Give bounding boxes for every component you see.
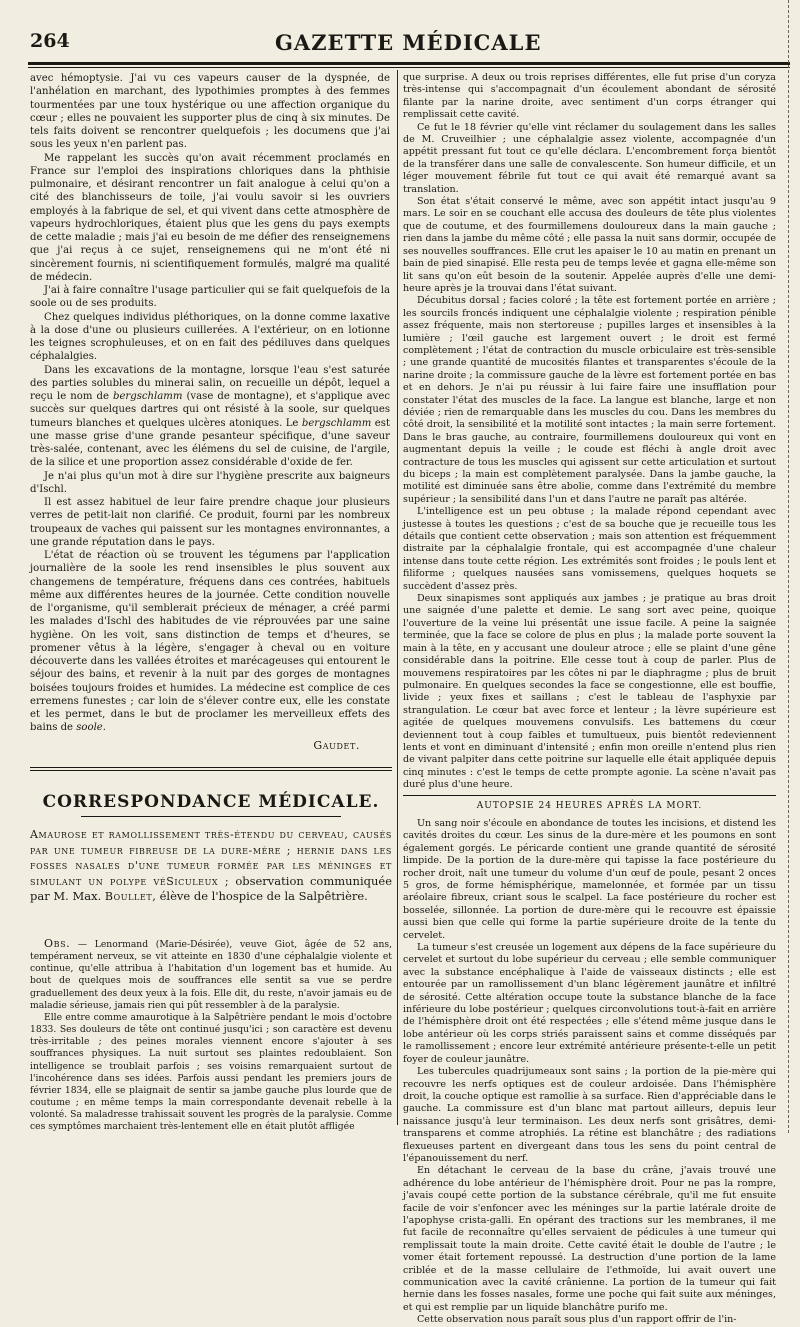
text-run: est une masse grise d'une grande pesanteur spécifique, d'une saveur très-salée, contenant, avec les élémens du sel de cuisine, de l'argile, de la silice et une proportion assez considérable d'oxide de fer.: [30, 417, 390, 469]
text-run: — Lenormand (Marie-Désirée), veuve Giot, âgée de 52 ans, tempérament nerveux, se vit atteinte en 1830 d'une céphalalgie violente et continue, qu'elle attribua à l'habitation d'un logement bas et humide. Au bout de quelques mois de souffrances elle sentit sa vue se perdre graduellement des deux yeux à la fois. Elle dit, du reste, n'avoir jamais eu de maladie sérieuse, jamais rien qui pût ressembler à de la paralysie.: [30, 939, 392, 1011]
page-edge: [788, 0, 790, 1133]
section-rule: [30, 767, 392, 768]
article-subhead: [30, 827, 392, 905]
subhead-author: Boullet: [104, 890, 153, 903]
paragraph: Chez quelques individus pléthoriques, on la donne comme laxative à la dose d'une ou plusieurs cuillerées. A l'extérieur, on en lotionne les teignes scrophuleuses, et on en fait des pédiluves dans quelques céphalalgies.: [30, 311, 390, 363]
section-rule: [30, 770, 392, 771]
header-rule: [28, 62, 790, 65]
page-number: 264: [30, 30, 70, 52]
paragraph: Cette observation nous paraît sous plus d'un rapport offrir de l'in-: [417, 1314, 737, 1326]
autopsie-heading: AUTOPSIE 24 HEURES APRÈS LA MORT.: [476, 800, 703, 811]
correspondance-section: [30, 792, 392, 905]
paragraph: avec hémoptysie. J'ai vu ces vapeurs causer de la dyspnée, de l'anhélation en marchant, des lypothimies promptes à des femmes tourmentées par une toux hystérique ou une affection organique du cœur ; elles ne pouvaient les supporter plus de cinq à six minutes. De tels faits doivent se rencontrer quelquefois ; les documens que j'ai sous les yeux n'en parlent pas.: [30, 73, 390, 151]
paragraph: Son état s'était conservé le même, avec son appétit intact jusqu'au 9 mars. Le soir en se couchant elle accusa des douleurs de tête plus violentes que de coutume, et des fourmillemens douloureux dans la main gauche ; rien dans la jambe du même côté ; elle passa la nuit sans dormir, occupée de ses nouvelles souffrances. Elle crut les apaiser le 10 au matin en prenant un bain de pied sinapisé. Elle resta peu de temps levée et gagna elle-même son lit sans qu'on eût besoin de la soutenir. Appelée auprès d'elle une demi-heure après je la trouvai dans l'état suivant.: [403, 196, 776, 294]
paragraph: que surprise. A deux ou trois reprises différentes, elle fut prise d'un coryza très-intense qui s'accompagnait d'un écoulement abondant de sérosité filante par la narine droite, avec sentiment d'un corps étranger qui remplissait cette cavité.: [403, 72, 776, 121]
right-column: [403, 72, 776, 1327]
header-rule-thin: [28, 67, 790, 68]
author-signature: Gaudet.: [313, 738, 360, 752]
paragraph: Me rappelant les succès qu'on avait récemment proclamés en France sur l'emploi des inspirations chloriques dans la phthisie pulmonaire, et désirant rencontrer un fait analogue à celui qu'on a cité des blanchisseurs de toile, j'ai voulu savoir si les ouvriers employés à la fabrique de sel, et qui vivent dans cette atmosphère de vapeurs hydrochloriques, étaient plus que les gens du pays exempts de cette maladie ; mais j'ai eu besoin de me défier des renseignemens que j'ai reçus à ce sujet, renseignemens qui ne m'ont été ni sincèrement fournis, ni scientifiquement formulés, malgré ma qualité de médecin.: [30, 152, 390, 283]
paragraph: [30, 364, 390, 470]
subhead-text: observation communiquée par M. Max.: [30, 873, 393, 903]
obs-label: Obs.: [44, 937, 71, 950]
text-run: L'état de réaction où se trouvent les tégumens par l'application journalière de la soole les rend insensibles le plus souvent aux changemens de température, fréquens dans ces contrées, habituels même aux différentes heures de la journée. Cette condition nouvelle de l'organisme, qu'il semblerait précieux de ménager, a créé parmi les malades d'Ischl des habitudes de vie réprouvées par une saine hygiène. On les voit, sans distinction de temps et d'heures, se promener vêtus à la légère, s'engager à cheval ou en voiture découverte dans les vallées étroites et marécageuses qui entourent le séjour des bains, et revenir à la nuit par des gorges de montagnes boisées toujours froides et humides. La médecine est complice de ces erremens funestes ; car loin de s'élever contre eux, elle les constate et les permet, dans le but de proclamer les merveilleux effets des bains de: [30, 550, 390, 734]
italic-term: bergschlamm: [301, 417, 372, 429]
paragraph: Il est assez habituel de leur faire prendre chaque jour plusieurs verres de petit-lait non clarifié. Ce produit, fourni par les nombreux troupeaux de vaches qui paissent sur les montagnes environnantes, a une grande réputation dans le pays.: [30, 497, 390, 548]
subhead-text: , élève de l'hospice de la Salpêtrière.: [152, 889, 368, 903]
paragraph: J'ai à faire connaître l'usage particulier qui se fait quelquefois de la soole ou de ses produits.: [30, 285, 390, 310]
text-run: (vase de montagne), et s'applique avec succès sur quelques dartres qui ont résisté à la soole, sur quelques tumeurs blanches et quelques ulcères atoniques. Le: [30, 391, 391, 429]
paragraph: Décubitus dorsal ; facies coloré ; la tête est fortement portée en arrière ; les sourcils froncés indiquent une céphalalgie violente ; respiration pénible assez fréquente, mais non stertoreuse ; pupilles larges et insensibles à la lumière ; l'œil gauche est largement ouvert ; le droit est fermé complètement ; l'état de contraction du muscle orbiculaire est très-sensible ; une grande quantité de mucosités filantes et transparentes s'écoule de la narine droite ; la commissure gauche de la lèvre est fortement portée en bas et en dehors. Je n'ai pu réussir à lui faire faire une insufflation pour constater l'état des muscles de la face. La langue est blanche, large et non déviée ; rien de remarquable dans les muscles du cou. Dans les membres du côté droit, la sensibilité et la motilité sont intactes ; la main serre fortement. Dans le bras gauche, au contraire, fourmillemens douloureux qui vont en augmentant depuis la veille ; le coude est fléchi à angle droit avec contracture de tous les muscles qui agissent sur cette articulation et surtout du biceps ; la main est complètement paralysée. Dans la jambe gauche, la motilité est diminuée sans être abolie, comme dans l'extrémité du membre supérieur ; la sensibilité dans l'un et dans l'autre ne paraît pas altérée.: [403, 295, 776, 505]
paragraph: Elle entre comme amaurotique à la Salpêtrière pendant le mois d'octobre 1833. Ses douleurs de tête ont continué jusqu'ici ; son caractère est devenu très-irritable ; des peines morales viennent encore s'ajouter à ses souffrances physiques. La nuit surtout ses plaintes redoublaient. Son intelligence se troublait parfois ; ses voisins remarquaient surtout de l'incohérence dans ses idées. Parfois aussi pendant les premiers jours de février 1834, elle se plaignait de sentir sa jambe gauche plus lourde que de coutume ; en même temps la main correspondante devenait rebelle à la volonté. Sa maladresse trahissait souvent les progrès de la paralysie. Comme ces symptômes marchaient très-lentement elle en était plutôt affligée: [30, 1011, 392, 1133]
page-title: GAZETTE MÉDICALE: [275, 30, 542, 55]
italic-term: soole: [76, 722, 103, 734]
text-run: Dans les excavations de la montagne, lorsque l'eau s'est saturée des parties solubles du minerai salin, on recueille un dépôt, lequel a reçu le nom de: [30, 364, 390, 402]
italic-term: bergschlamm: [112, 391, 183, 402]
separator-rule: [403, 795, 776, 796]
paragraph: En détachant le cerveau de la base du crâne, j'avais trouvé une adhérence du lobe antérieur de l'hémisphère droit. Pour ne pas la rompre, j'avais coupé cette portion de la substance cérébrale, qu'il me fut ensuite facile de voir s'enfoncer avec les méninges sur la partie latérale droite de l'apophyse crista-galli. En opérant des tractions sur les membranes, il me fut facile de reconnaître qu'elles servaient de pédicules à une tumeur qui remplissait toute la main droite. Cette cavité était le double de l'autre ; le vomer était fortement repoussé. La destruction d'une portion de la lame criblée et de la masse cellulaire de l'ethmoïde, lui avait ouvert une communication avec la cavité crânienne. La portion de la tumeur qui fait hernie dans les fosses nasales, forme une poche qui fait suite aux méninges, et qui est remplie par un liquide blanchâtre purifo me.: [403, 1165, 776, 1313]
column-divider: [397, 70, 398, 1125]
paragraph: La tumeur s'est creusée un logement aux dépens de la face supérieure du cervelet et surtout du lobe supérieur du cerveau ; elle semble communiquer avec la substance encéphalique à l'aide de vaisseaux distincts ; elle est entourée par un ramollissement d'un blanc légèrement jaunâtre et infiltré de sérosité. Cette altération occupe toute la substance blanche de la face inférieure du lobe postérieur ; quelques circonvolutions tout-à-fait en arrière de l'hémisphère droit ont été respectées ; elle s'étend même jusque dans le lobe antérieur où les corps striés paraissent sains et comme disséqués par le ramollissement ; encore leur extrémité antérieure présente-t-elle un petit foyer de couleur jaunâtre.: [403, 942, 776, 1065]
subhead-caps: Amaurose et ramollissement très-étendu du cerveau, causés par une tumeur fibreuse de la dure-mère ; hernie dans les fosses nasales d'une tumeur formée par les méninges et simulant un polype véSiculeux ;: [30, 828, 392, 888]
paragraph: Ce fut le 18 février qu'elle vint réclamer du soulagement dans les salles de M. Cruveilhier ; une céphalalgie assez violente, accompagnée d'un appétit pressant fut tout ce qu'elle déclara. L'encombrement força bientôt de la transférer dans une salle de convalescente. Son humeur difficile, et un léger mouvement fébrile fut tout ce qui avait été remarqué avant sa translation.: [403, 121, 776, 195]
paragraph: Les tubercules quadrijumeaux sont sains ; la portion de la pie-mère qui recouvre les nerfs optiques est de couleur ardoisée. Dans l'hémisphère droit, la couche optique est ramollie à sa surface. Rien d'appréciable dans le gauche. La commissure est d'un blanc mat partout ailleurs, depuis leur naissance jusqu'à leur terminaison. Les deux nerfs sont grisâtres, demi-transparens et comme atrophiés. La rétine est blanchâtre ; des radiations flexueuses partent en divergeant dans tous les sens du point central de l'épanouissement du nerf.: [403, 1066, 776, 1164]
paragraph: [30, 549, 390, 735]
paragraph: Un sang noir s'écoule en abondance de toutes les incisions, et distend les cavités droites du cœur. Les sinus de la dure-mère et les poumons en sont également gorgés. Le péricarde contient une grande quantité de sérosité limpide. De la portion de la dure-mère qui tapisse la face postérieure du rocher droit, naît une tumeur du volume d'un œuf de poule, pesant 2 onces 5 gros, de forme hémisphérique, mamelonnée, et formée par un tissu aréolaire fibreux, criant sous le scalpel. La face postérieure du rocher est bosselée, sillonnée. La portion de dure-mère qui le recouvre est épaissie aussi bien que celle qui forme la partie supérieure droite de la tente du cervelet.: [403, 817, 776, 941]
paragraph: [30, 938, 392, 1012]
paragraph: L'intelligence est un peu obtuse ; la malade répond cependant avec justesse à toutes les questions ; c'est de sa bouche que je recueille tous les détails que contient cette observation ; mais son attention est fréquemment distraite par la céphalalgie frontale, qui est accompagnée d'une chaleur intense dans toute cette région. Les extrémités sont froides ; le pouls lent et filiforme ; quelques nausées sans vomissemens, quelques hoquets se succèdent d'assez près.: [403, 506, 776, 592]
observation-text: [30, 938, 392, 1134]
paragraph: Deux sinapismes sont appliqués aux jambes ; je pratique au bras droit une saignée d'une palette et demie. Le sang sort avec peine, quoique l'ouverture de la veine lui présentât une issue facile. A peine la saignée terminée, que la face se colore de plus en plus ; la malade porte souvent la main à la tête, en y accusant une douleur atroce ; elle se plaint d'une gêne considérable dans la poitrine. Elle cesse tout à coup de parler. Plus de mouvemens respiratoires par les côtes ni par le diaphragme ; plus de bruit pulmonaire. En quelques secondes la face se congestionne, elle est bouffie, livide ; yeux fixes et saillans ; c'est le tableau de l'asphyxie par strangulation. Le cœur bat avec force et lenteur ; la lèvre supérieure est agitée de quelques mouvemens convulsifs. Les battemens du cœur deviennent tout à coup faibles et tumultueux, puis bientôt redeviennent lents et vont en diminuant d'intensité ; enfin mon oreille n'entend plus rien de vivant palpiter dans cette poitrine sur laquelle elle était appliquée depuis cinq minutes : c'est le temps de cette prompte agonie. La scène n'avait pas duré plus d'une heure.: [403, 593, 776, 791]
section-title: CORRESPONDANCE MÉDICALE.: [42, 792, 380, 812]
left-column: [30, 72, 390, 752]
title-rule: [81, 816, 341, 817]
text-run: .: [102, 722, 107, 734]
paragraph: Je n'ai plus qu'un mot à dire sur l'hygiène prescrite aux baigneurs d'Ischl.: [30, 470, 390, 495]
